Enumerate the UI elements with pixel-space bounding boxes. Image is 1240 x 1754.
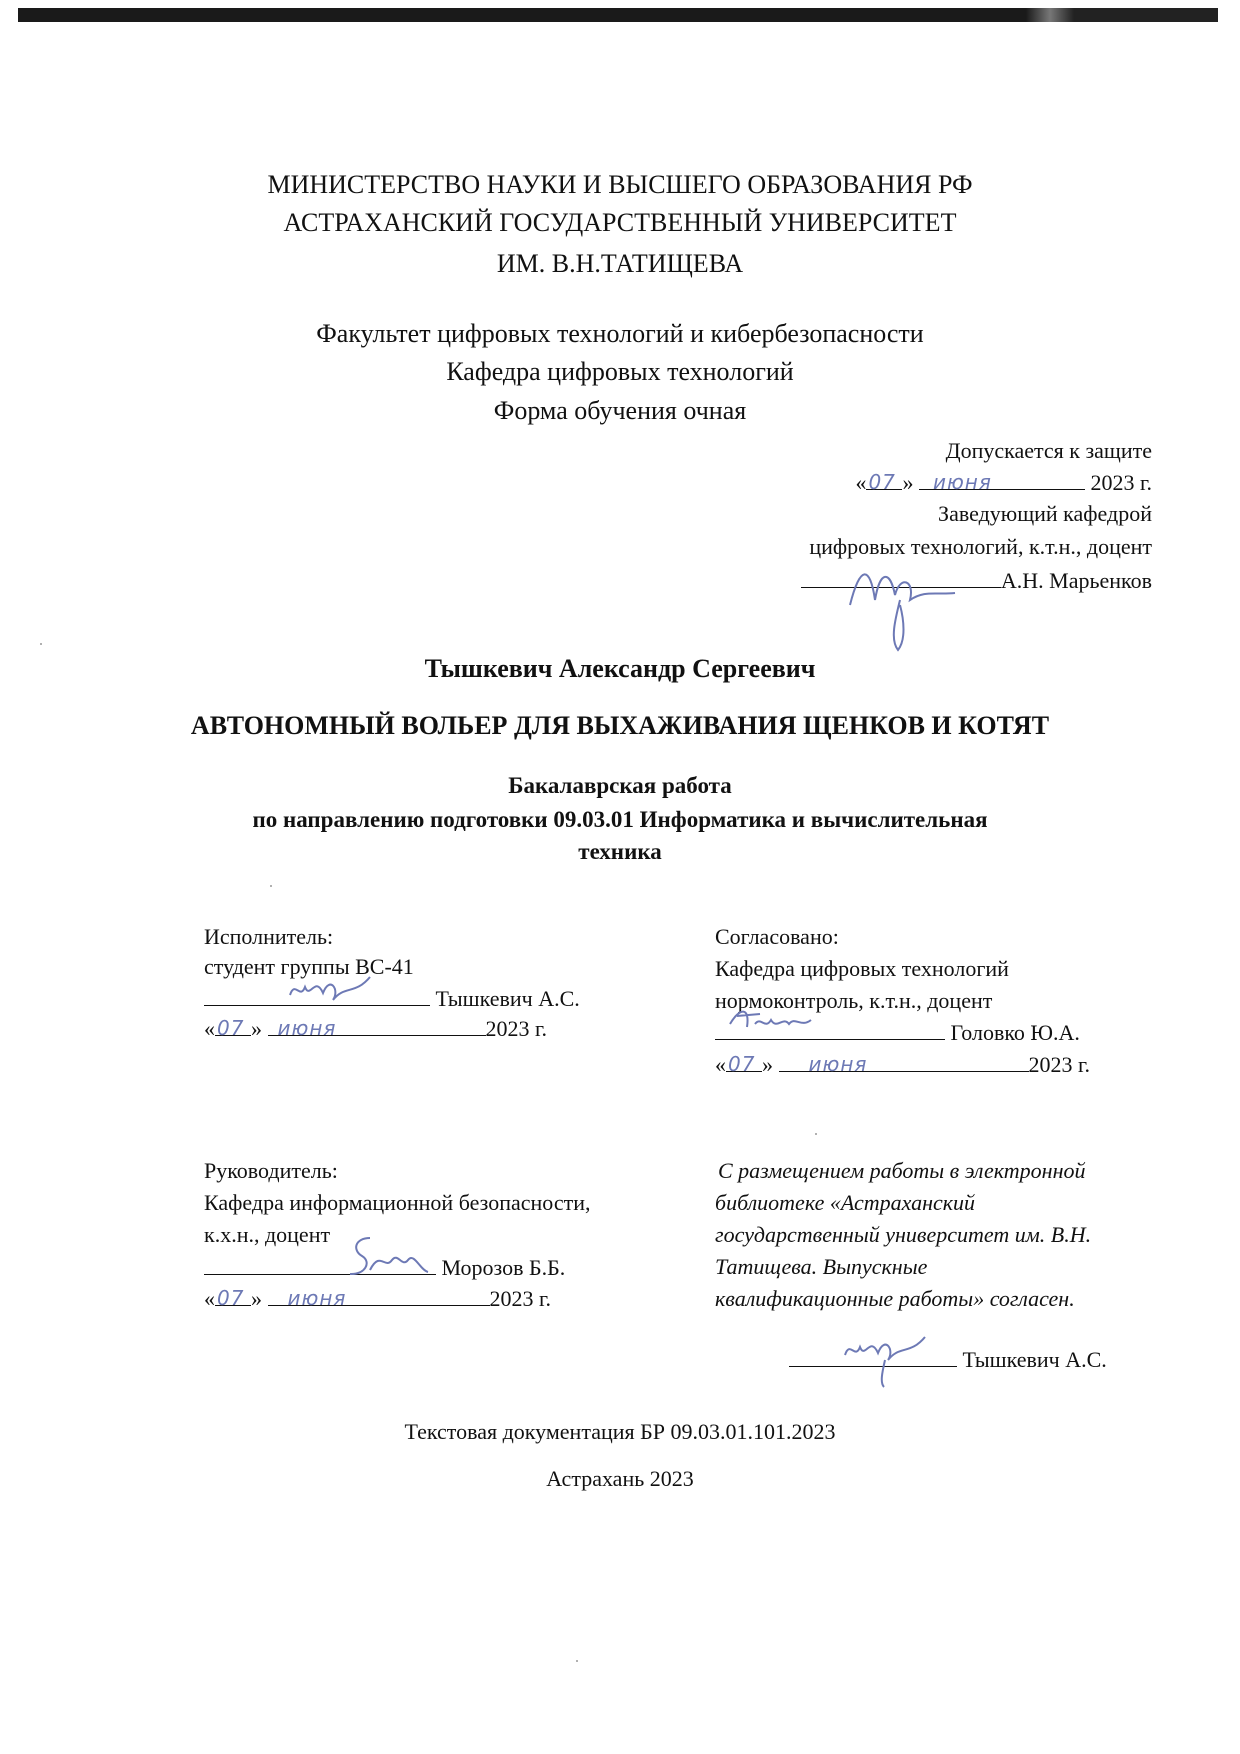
handwritten-day: 07 — [217, 1016, 245, 1040]
supervisor-signature — [340, 1230, 430, 1280]
thesis-title: АВТОНОМНЫЙ ВОЛЬЕР ДЛЯ ВЫХАЖИВАНИЯ ЩЕНКОВ И КОТЯТ — [190, 711, 1050, 740]
faculty-name: Факультет цифровых технологий и кибербезопасности — [316, 319, 924, 348]
agreed-name: Головко Ю.А. — [950, 1020, 1080, 1045]
agreed-department: Кафедра цифровых технологий — [715, 956, 1009, 981]
study-form: Форма обучения очная — [493, 396, 747, 425]
consent-line-3: государственный университет им. В.Н. — [715, 1222, 1092, 1247]
university-heading: АСТРАХАНСКИЙ ГОСУДАРСТВЕННЫЙ УНИВЕРСИТЕТ — [283, 208, 957, 237]
agreed-date: « 07 » июня 2023 г. — [715, 1052, 1091, 1077]
consent-signature-line — [789, 1348, 1107, 1371]
document-code: Текстовая документация БР 09.03.01.101.2023 — [404, 1419, 836, 1444]
executor-signature — [285, 965, 375, 1010]
handwritten-day: 07 — [217, 1286, 245, 1310]
scan-speck — [270, 885, 272, 887]
consent-line-1: С размещением работы в электронной — [718, 1158, 1086, 1183]
approval-date: « 07 » июня 2023 г. — [855, 470, 1152, 495]
university-named-after: ИМ. В.Н.ТАТИЩЕВА — [496, 249, 744, 278]
supervisor-department: Кафедра информационной безопасности, — [204, 1190, 591, 1215]
scan-speck — [40, 643, 42, 645]
supervisor-degree: к.х.н., доцент — [204, 1222, 331, 1247]
head-degree: цифровых технологий, к.т.н., доцент — [809, 534, 1152, 559]
handwritten-day: 07 — [868, 470, 896, 494]
direction-line-1: по направлению подготовки 09.03.01 Информатика и вычислительная — [252, 807, 988, 832]
supervisor-label: Руководитель: — [204, 1158, 338, 1183]
direction-line-2: техника — [578, 839, 662, 864]
handwritten-month: июня — [287, 1286, 347, 1310]
executor-group: студент группы ВС-41 — [204, 954, 414, 979]
handwritten-day: 07 — [728, 1052, 756, 1076]
handwritten-month: июня — [277, 1016, 337, 1040]
supervisor-date: « 07 » июня 2023 г. — [204, 1286, 552, 1311]
supervisor-name: Морозов Б.Б. — [441, 1255, 566, 1280]
scan-speck — [815, 1133, 817, 1135]
executor-label: Исполнитель: — [204, 924, 334, 949]
agreed-role: нормоконтроль, к.т.н., доцент — [715, 988, 993, 1013]
scan-speck — [576, 1660, 578, 1662]
executor-date: « 07 » июня 2023 г. — [204, 1016, 548, 1041]
department-name: Кафедра цифровых технологий — [446, 357, 794, 386]
agreed-label: Согласовано: — [715, 924, 839, 949]
work-type: Бакалаврская работа — [508, 773, 732, 798]
scan-edge-bar — [18, 8, 1218, 22]
executor-signature-line — [204, 987, 580, 1010]
consent-line-5: квалификационные работы» согласен. — [715, 1286, 1075, 1311]
consent-line-2: библиотеке «Астраханский — [715, 1190, 976, 1215]
consent-name: Тышкевич А.С. — [962, 1347, 1107, 1372]
city-year: Астрахань 2023 — [546, 1466, 694, 1491]
head-title: Заведующий кафедрой — [938, 501, 1152, 526]
head-signature — [840, 545, 960, 655]
ministry-heading: МИНИСТЕРСТВО НАУКИ И ВЫСШЕГО ОБРАЗОВАНИЯ РФ — [267, 170, 973, 199]
consent-line-4: Татищева. Выпускные — [715, 1254, 928, 1279]
handwritten-month: июня — [932, 470, 992, 494]
author-name: Тышкевич Александр Сергеевич — [424, 654, 816, 683]
executor-name: Тышкевич А.С. — [435, 986, 580, 1011]
head-name: А.Н. Марьенков — [1000, 568, 1152, 593]
handwritten-month: июня — [808, 1052, 868, 1076]
agreed-signature — [725, 1002, 815, 1042]
consent-signature — [840, 1325, 930, 1390]
admitted-label: Допускается к защите — [945, 438, 1152, 463]
